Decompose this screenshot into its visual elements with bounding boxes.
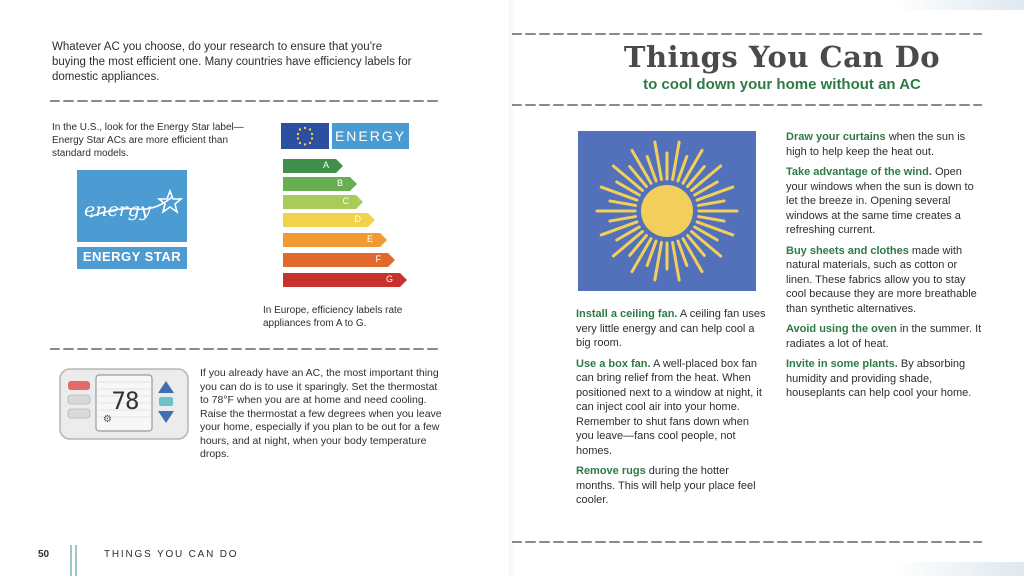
ac-usage-paragraph: If you already have an AC, the most important thing you can do is to use it sparingly. Set the thermostat to 78°F when you are at home and need cooling. Raise the thermostat a few degrees when you leave your home, especially if you plan to be out for a few hours, and at night, when your body temperature drops.: [200, 367, 442, 460]
tip-text: made with natural materials, such as cotton or linen. These fabrics allow you to stay cool because they are more breathable than synthetic alternatives.: [786, 244, 977, 315]
eu-grade-letter: F: [375, 254, 381, 264]
tip-text: A ceiling fan uses very little energy and can help cool a big room.: [576, 308, 766, 349]
tip-item: [576, 307, 766, 351]
running-footer: THINGS YOU CAN DO: [104, 549, 239, 560]
energy-star-label: ENERGY STAR: [82, 249, 182, 264]
tip-item: [786, 130, 982, 159]
tip-item: [786, 244, 982, 317]
footer-rule: [70, 545, 72, 576]
eu-grade-bar: [283, 213, 375, 227]
energy-star-script: energy: [84, 199, 151, 221]
tips-column-right: [786, 130, 982, 407]
tip-item: [786, 165, 982, 238]
tip-text: in the summer. It radiates a lot of heat.: [786, 323, 982, 350]
tips-column-left: [576, 307, 766, 514]
right-page: [512, 0, 1024, 576]
footer-rule: [75, 545, 77, 576]
page-title: Things You Can Do: [623, 40, 941, 74]
brush-stroke-bottom: [892, 562, 1024, 576]
book-gutter: [509, 0, 515, 576]
tip-item: [576, 357, 766, 459]
eu-grade-letter: G: [385, 274, 393, 284]
us-caption: In the U.S., look for the Energy Star label—Energy Star ACs are more efficient than standard models.: [52, 122, 244, 159]
divider-title-top: [512, 32, 982, 36]
eu-flag-icon: [281, 123, 329, 149]
divider-middle: [50, 347, 442, 351]
eu-grade-letter: A: [322, 160, 329, 170]
divider-bottom: [512, 540, 982, 544]
tip-lead: Buy sheets and clothes: [786, 244, 909, 257]
divider-top: [50, 99, 442, 103]
eu-caption: In Europe, efficiency labels rate appliances from A to G.: [263, 305, 403, 329]
tip-lead: Avoid using the oven: [786, 323, 897, 335]
energy-star-logo: [76, 169, 188, 271]
eu-grade-bar: [283, 233, 387, 247]
eu-grade-bars: [283, 159, 413, 291]
eu-grade-letter: B: [336, 178, 343, 188]
tip-item: [576, 464, 766, 508]
eu-grade-bar: [283, 159, 343, 173]
thermostat-reading: 78: [111, 387, 139, 415]
tip-text: during the hotter months. This will help your place feel cooler.: [576, 465, 756, 506]
eu-grade-letter: E: [366, 234, 373, 244]
tip-lead: Draw your curtains: [786, 131, 886, 143]
eu-grade-letter: D: [354, 214, 361, 224]
eu-grade-bar: [283, 273, 407, 287]
tip-lead: Remove rugs: [576, 465, 646, 477]
tip-item: [786, 322, 982, 351]
tip-text: Open your windows when the sun is down to let the breeze in. Opening several windows at the same time creates a refreshing current.: [786, 166, 974, 236]
tip-lead: Invite in some plants.: [786, 358, 898, 370]
eu-grade-letter: C: [342, 196, 349, 206]
tip-lead: Install a ceiling fan.: [576, 308, 678, 320]
eu-energy-heading: [332, 123, 409, 149]
eu-energy-heading-text: ENERGY: [334, 128, 407, 144]
gear-icon: ⚙: [103, 414, 112, 425]
sun-illustration: [578, 131, 756, 291]
eu-grade-bar: [283, 253, 395, 267]
eu-grade-bar: [283, 177, 357, 191]
page-subtitle: to cool down your home without an AC: [643, 76, 921, 93]
tip-text: A well-placed box fan can bring relief from the heat. When positioned next to a window at night, it can inject cool air into your home. Remember to shut fans down when you leave—fans cool people, not homes.: [576, 357, 762, 457]
tip-lead: Use a box fan.: [576, 357, 651, 370]
eu-grade-bar: [283, 195, 363, 209]
page-number: 50: [38, 549, 50, 560]
brush-stroke-top: [892, 0, 1024, 10]
thermostat-illustration: [58, 367, 190, 441]
tip-lead: Take advantage of the wind.: [786, 166, 932, 178]
tip-text: By absorbing humidity and providing shade, houseplants can help cool your home.: [786, 358, 972, 399]
tip-item: [786, 357, 982, 401]
tip-text: when the sun is high to help keep the heat out.: [786, 131, 966, 158]
divider-title-bottom: [512, 103, 982, 107]
intro-paragraph: Whatever AC you choose, do your research to ensure that you're buying the most efficient one. Many countries have efficiency labels for domestic appliances.: [52, 41, 412, 83]
